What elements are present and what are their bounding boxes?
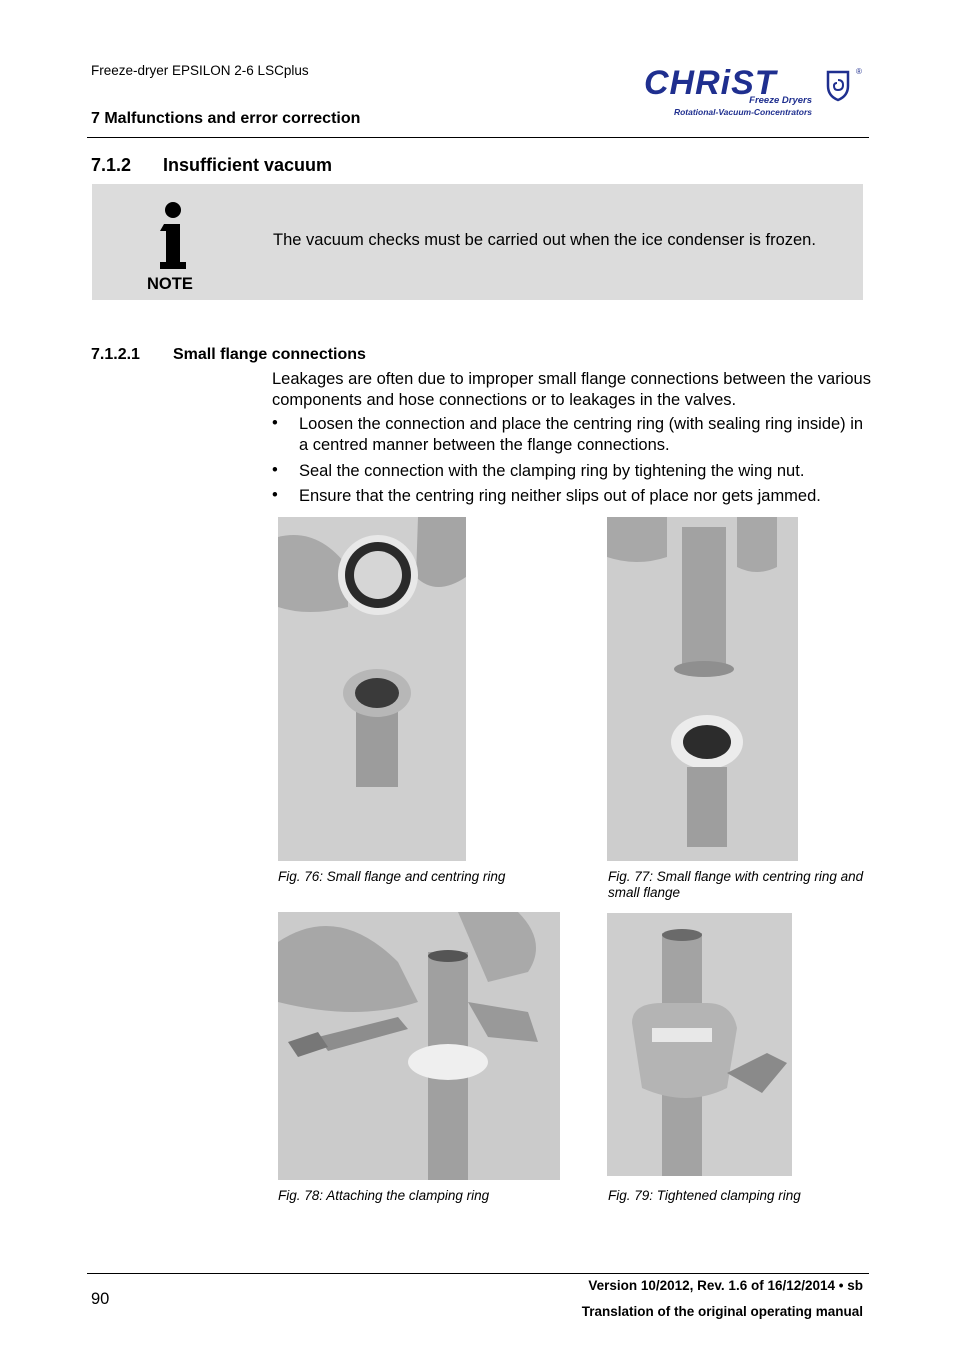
footer-divider (87, 1273, 869, 1274)
figure-76-photo (278, 517, 466, 861)
figure-77-photo (607, 517, 798, 861)
section-number: 7.1.2 (91, 155, 132, 175)
chapter-title: 7 Malfunctions and error correction (91, 110, 361, 127)
document-title: Freeze-dryer EPSILON 2-6 LSCplus (91, 63, 309, 78)
bullet-item: Ensure that the centring ring neither slips out of place nor gets jammed. (299, 487, 821, 505)
logo-brand: CHRiST (644, 64, 777, 102)
note-text: The vacuum checks must be carried out when the ice condenser is frozen. (273, 231, 816, 249)
logo-line1: Freeze Dryers (749, 95, 812, 106)
bullet-marker: • (272, 414, 278, 432)
bullet-item: Loosen the connection and place the centring ring (with sealing ring inside) in a centred manner between the flange connections. (299, 415, 864, 454)
figure-76-caption: Fig. 76: Small flange and centring ring (278, 869, 506, 884)
header-divider (87, 137, 869, 138)
footer-version: Version 10/2012, Rev. 1.6 of 16/12/2014 • sb (588, 1278, 863, 1293)
note-label: NOTE (147, 275, 193, 293)
subsection-number: 7.1.2.1 (91, 346, 140, 363)
page-number: 90 (91, 1290, 110, 1308)
section-title: Insufficient vacuum (163, 155, 333, 175)
footer-translation: Translation of the original operating manual (581, 1304, 863, 1319)
logo-line2: Rotational-Vacuum-Concentrators (673, 107, 812, 117)
info-i-icon (158, 200, 188, 270)
figure-77-caption: Fig. 77: Small flange with centring ring and small flange (608, 869, 864, 900)
intro-paragraph: Leakages are often due to improper small flange connections between the various components and hose connections or to leakages in the valves. (272, 370, 871, 409)
bullet-marker: • (272, 486, 278, 504)
bullet-item: Seal the connection with the clamping ring by tightening the wing nut. (299, 462, 805, 480)
bullet-marker: • (272, 461, 278, 479)
christ-logo (640, 60, 866, 120)
spiral-emblem-icon (828, 72, 848, 100)
subsection-title: Small flange connections (173, 346, 366, 363)
figure-78-photo (278, 912, 560, 1180)
registered-mark: ® (856, 67, 862, 76)
figure-79-photo (607, 913, 792, 1176)
figure-78-caption: Fig. 78: Attaching the clamping ring (278, 1188, 490, 1203)
figure-79-caption: Fig. 79: Tightened clamping ring (608, 1188, 801, 1203)
